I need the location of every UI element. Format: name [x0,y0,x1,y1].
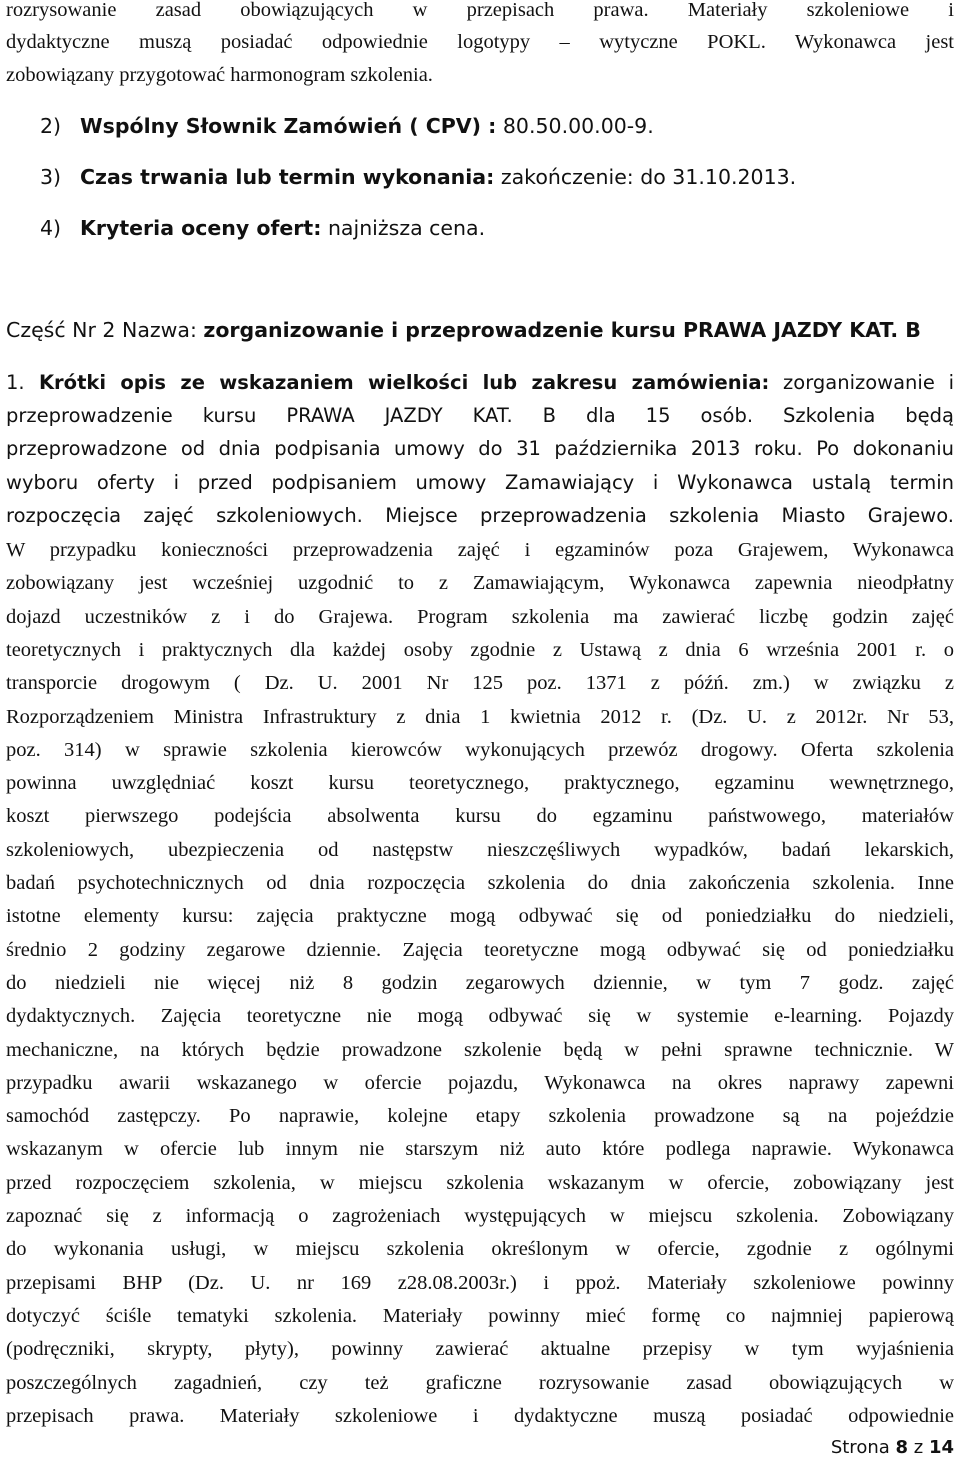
text-line: rozrysowanie zasad obowiązujących w przepisach prawa. Materiały szkoleniowe i [6,0,954,21]
text-line: zobowiązany jest wcześniej uzgodnić to z Zamawiającym, Wykonawca zapewnia nieodpłatny [6,572,954,594]
list-label: Kryteria oceny ofert: [80,216,322,240]
point-text: zorganizowanie i [769,371,954,394]
text-line [6,404,954,428]
text-line: W przypadku konieczności przeprowadzenia zajęć i egzaminów poza Grajewem, Wykonawca [6,539,954,561]
list-number: 2) [40,114,62,138]
point-label: Krótki opis ze wskazaniem wielkości lub zakresu zamówienia: [24,371,770,394]
list-number: 4) [40,216,62,240]
part-prefix: Część Nr 2 Nazwa: [6,318,204,342]
text-line: teoretycznych i praktycznych dla każdej osoby zgodnie z Ustawą z dnia 6 września 2001 r. o [6,639,954,661]
page-footer [831,1437,954,1459]
text-line: zobowiązany przygotować harmonogram szkolenia. [6,64,433,86]
list-item-cpv [40,114,954,138]
text-line: mechaniczne, na których będzie prowadzone szkolenie będą w pełni sprawne technicznie. W [6,1039,954,1061]
part-heading [6,318,954,342]
list-item-term [40,165,954,189]
point-text: przeprowadzenie kursu PRAWA JAZDY KAT. B dla 15 osób. [6,404,754,427]
text-line: wskazanym w ofercie lub innym nie starszym niż auto które podlega naprawie. Wykonawca [6,1138,954,1160]
point-text: Szkolenia będą [753,404,954,427]
footer-prefix: Strona [830,1437,896,1458]
text-line: wyboru oferty i przed podpisaniem umowy Zamawiający i Wykonawca ustalą termin [6,471,954,494]
text-line: do wykonania usługi, w miejscu szkolenia określonym w ofercie, zgodnie z ogólnymi [6,1238,954,1260]
text-line: przed rozpoczęciem szkolenia, w miejscu szkolenia wskazanym w ofercie, zobowiązany jest [6,1172,954,1194]
text-line: Rozporządzeniem Ministra Infrastruktury z dnia 1 kwietnia 2012 r. (Dz. U. z 2012r. Nr 53, [6,706,954,728]
text-line: zapoznać się z informacją o zagrożeniach występujących w miejscu szkolenia. Zobowiązany [6,1205,954,1227]
text-line: transporcie drogowym ( Dz. U. 2001 Nr 125 poz. 1371 z późń. zm.) w związku z [6,672,954,694]
text-line: przepisach prawa. Materiały szkoleniowe i dydaktyczne muszą posiadać odpowiednie [6,1405,954,1427]
text-line: poz. 314) w sprawie szkolenia kierowców wykonujących przewóz drogowy. Oferta szkolenia [6,739,954,761]
text-line: samochód zastępczy. Po naprawie, kolejne etapy szkolenia prowadzone są na pojeździe [6,1105,954,1127]
footer-mid: z [908,1437,929,1458]
text-line: dydaktyczne muszą posiadać odpowiednie logotypy – wytyczne POKL. Wykonawca jest [6,31,954,53]
list-item-criteria [40,216,954,240]
list-label: Wspólny Słownik Zamówień ( CPV) : [80,114,497,138]
text-line: do niedzieli nie więcej niż 8 godzin zegarowych dziennie, w tym 7 godz. zajęć [6,972,954,994]
text-line [6,371,954,395]
text-line: badań psychotechnicznych od dnia rozpoczęcia szkolenia do dnia zakończenia szkolenia. Inne [6,872,954,894]
text-line: szkoleniowych, ubezpieczenia od następstw nieszczęśliwych wypadków, badań lekarskich, [6,839,954,861]
list-number: 3) [40,165,62,189]
text-line: średnio 2 godziny zegarowe dziennie. Zajęcia teoretyczne mogą odbywać się od poniedziałku [6,939,954,961]
list-value: 80.50.00.00-9. [496,114,654,138]
text-line: przypadku awarii wskazanego w ofercie pojazdu, Wykonawca na okres naprawy zapewni [6,1072,954,1094]
text-line: dojazd uczestników z i do Grajewa. Program szkolenia ma zawierać liczbę godzin zajęć [6,606,954,628]
list-value: zakończenie: do 31.10.2013. [494,165,797,189]
text-line: poszczególnych zagadnień, czy też graficzne rozrysowanie zasad obowiązujących w [6,1372,954,1394]
text-line: dydaktycznych. Zajęcia teoretyczne nie mogą odbywać się w systemie e-learning. Pojazdy [6,1005,954,1027]
text-line: rozpoczęcia zajęć szkoleniowych. Miejsce przeprowadzenia szkolenia Miasto Grajewo. [6,504,954,527]
text-line: przepisami BHP (Dz. U. nr 169 z28.08.2003r.) i ppoż. Materiały szkoleniowe powinny [6,1272,954,1294]
point-text: przeprowadzone od dnia podpisania umowy do 31 października 2013 roku. [6,437,803,460]
text-line: powinna uwzględniać koszt kursu teoretycznego, praktycznego, egzaminu wewnętrznego, [6,772,954,794]
point-number: 1. [6,371,25,394]
text-line [6,437,954,461]
point-text: Po dokonaniu [802,437,954,460]
list-label: Czas trwania lub termin wykonania: [80,165,495,189]
page-total: 14 [928,1437,954,1458]
list-value: najniższa cena. [321,216,486,240]
text-line: (podręczniki, skrypty, płyty), powinny zawierać aktualne przepisy w tym wyjaśnienia [6,1338,954,1360]
part-title: zorganizowanie i przeprowadzenie kursu PRAWA JAZDY KAT. B [203,318,921,342]
text-line: koszt pierwszego podejścia absolwenta kursu do egzaminu państwowego, materiałów [6,805,954,827]
page-number: 8 [895,1437,909,1458]
text-line: istotne elementy kursu: zajęcia praktyczne mogą odbywać się od poniedziałku do niedzieli, [6,905,954,927]
text-line: dotyczyć ściśle tematyki szkolenia. Materiały powinny mieć formę co najmniej papierową [6,1305,954,1327]
